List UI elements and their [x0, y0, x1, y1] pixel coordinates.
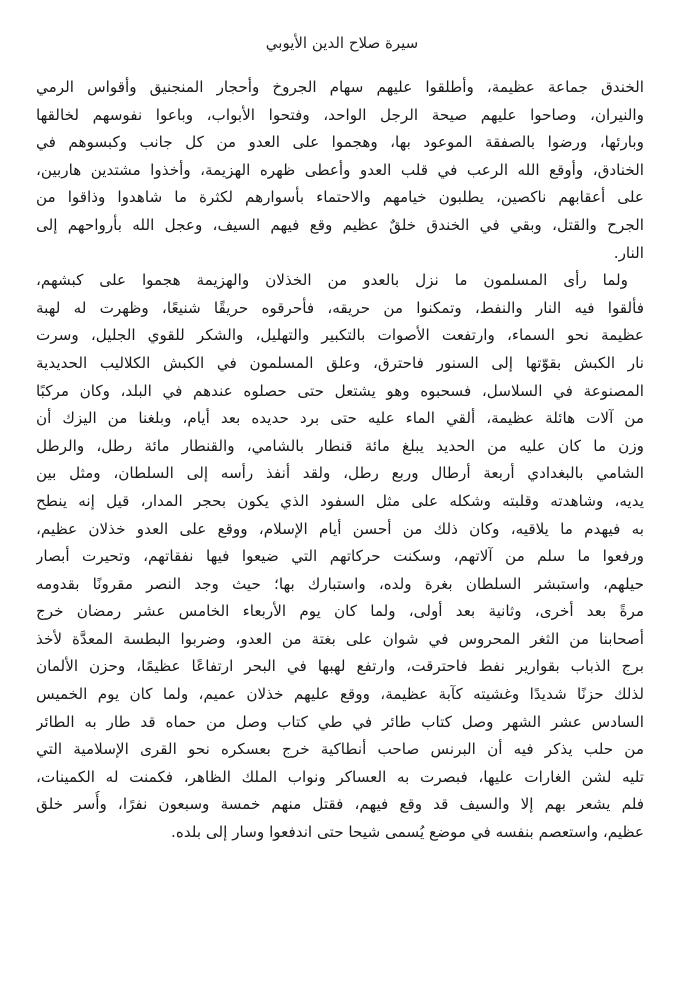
paragraph-2 — [36, 267, 644, 846]
text-line: الشامي بالبغدادي أربعة أرطال وربع رطل، ولقد أنفذ رأسه إلى السلطان، ومثل بين — [36, 464, 644, 483]
text-line: به فيهدم ما يلاقيه، وكان ذلك من أحسن أيام الإسلام، ووقع على العدو خذلان عظيم، — [36, 519, 644, 538]
text-line: ولما رأى المسلمون ما نزل بالعدو من الخذلان والهزيمة هجموا على كبشهم، — [36, 271, 628, 290]
running-header: سيرة صلاح الدين الأيوبي — [265, 34, 419, 52]
text-line: النار. — [613, 243, 644, 262]
text-line: والنيران، وصاحوا عليهم صيحة الرجل الواحد، وفتحوا الأبواب، وباعوا نفوسهم لخالقها — [36, 105, 644, 124]
text-line: وزن ما كان عليه من الحديد يبلغ مائة قنطار بالشامي، والقنطار مائة رطل، والرطل — [36, 436, 644, 455]
text-line: الخنادق، وأوقع الله الرعب في قلب العدو وأعطى ظهره الهزيمة، وأخذوا مشتدين هاربين، — [36, 160, 644, 179]
text-line: من آلات هائلة عظيمة، ألقي الماء عليه حتى برد حديده بعد أيام، وبلغنا من اليزك أن — [36, 409, 644, 428]
text-line: برج الذباب بقوارير نفط فاحترقت، وارتفع لهبها في البحر ارتفاعًا عظيمًا، وحزن الألمان — [36, 657, 644, 676]
text-line: وبارئها، ورضوا بالصفقة الموعود بها، وهجموا على العدو من كل جانب وكبسوهم في — [36, 133, 644, 152]
text-line: يديه، وشاهدته وقلبته وشكله على مثل السفود الذي يكون بحجر المدار، قيل إنه ينطح — [36, 491, 644, 510]
text-line: على أعقابهم ناكصين، يطلبون خيامهم والاحتماء بأسوارهم لكثرة ما شاهدوا وذاقوا من — [36, 188, 644, 207]
text-line: عظيمة نحو السماء، وارتفعت الأصوات بالتكبير والتهليل، والشكر للقوي الجليل، وسرت — [36, 326, 644, 345]
paragraph-1 — [36, 74, 644, 267]
text-line: من حلب يذكر فيه أن البرنس صاحب أنطاكية خرج بعسكره نحو القرى الإسلامية التي — [36, 740, 644, 759]
text-line: تليه لشن الغارات عليها، فبصرت به العساكر ونواب الملك الظاهر، فكمنت له الكمينات، — [36, 767, 644, 786]
text-line: لذلك حزنًا شديدًا وغشيته كآبة عظيمة، ووقع عليهم خذلان عميم، ولما كان يوم الخميس — [36, 685, 644, 704]
text-line: حيلهم، واستبشر السلطان بغرة ولده، واستبارك بها؛ حيث وجد النصر مقرونًا بقدومه — [36, 574, 644, 593]
text-line: فلم يشعر بهم إلا والسيف قد وقع فيهم، فقتل منهم خمسة وسبعون نفرًا، وأُسر خلق — [36, 795, 644, 814]
text-line: أصحابنا من الثغر المحروس في شوان على بغتة من العدو، وضربوا البطسة المعدَّة لأخذ — [36, 629, 644, 648]
text-line: الخندق جماعة عظيمة، وأطلقوا عليهم سهام الجروخ وأحجار المنجنيق وأقواس الرمي — [36, 78, 644, 96]
text-line: الجرح والقتل، وبقي في الخندق خلقٌ عظيم وقع فيهم السيف، وعجل الله بأرواحهم إلى — [36, 215, 644, 234]
text-line: فألقوا فيه النار والنفط، وتمكنوا من حريقه، فأحرقوه حريقًا شنيعًا، وظهرت له لهبة — [36, 298, 644, 317]
body-text — [36, 74, 644, 847]
text-line: عظيم، واستعصم بنفسه في موضع يُسمى شيحا حتى اندفعوا وسار إلى بلده. — [171, 823, 644, 842]
text-line: مرةً بعد أخرى، وثانية بعد أولى، ولما كان يوم الأربعاء الخامس عشر رمضان خرج — [36, 602, 644, 621]
text-line: المصنوعة في السلاسل، فسحبوه وهو يشتعل حتى حصلوه عندهم في البلد، وكان مركبًا — [36, 381, 644, 400]
text-line: نار الكبش بقوّتها إلى السنور فاحترق، وعلق المسلمون في الكبش الكلاليب الحديدية — [36, 353, 644, 372]
text-line: السادس عشر الشهر وصل كتاب طائر في طي كتاب وصل من حماه قد طار به الطائر — [36, 712, 644, 731]
text-line: ورفعوا ما سلم من آلاتهم، وسكنت حركاتهم التي ضيعوا فيها نفقاتهم، وتحيرت أبصار — [36, 547, 644, 566]
